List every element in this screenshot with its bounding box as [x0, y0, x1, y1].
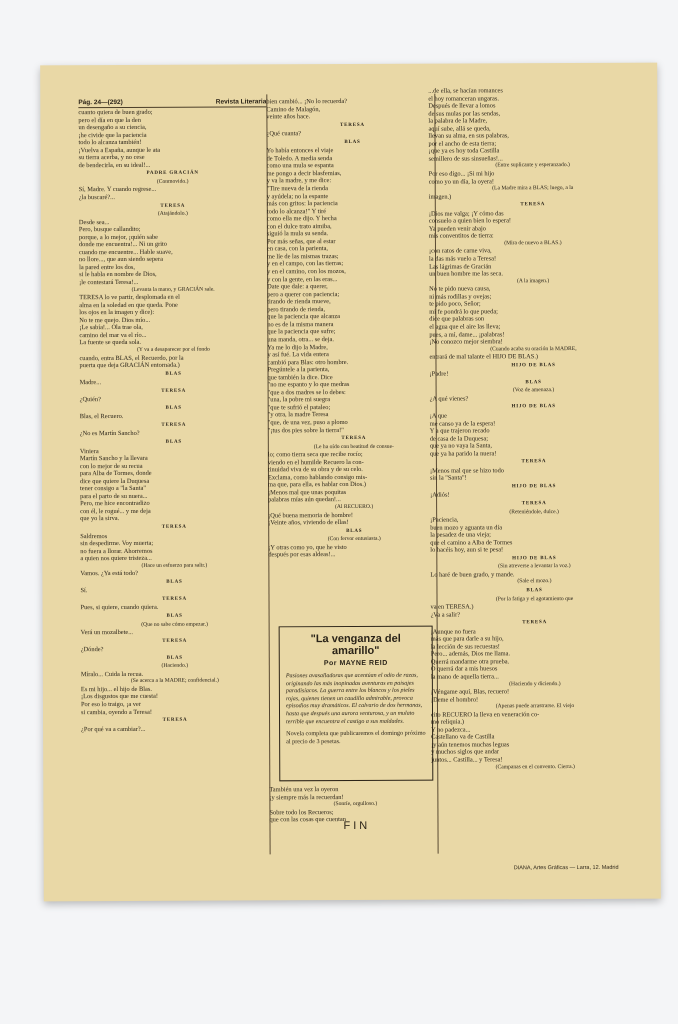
end-mark: FIN — [343, 819, 371, 833]
verse-line: ¡Menos mal que unas poquitas — [268, 488, 347, 497]
text-column-right — [428, 87, 639, 772]
verse-line: "¡tus dos pies sobre la tierra!" — [267, 426, 344, 434]
text-column-left — [78, 108, 269, 733]
verse-line: entrará de mal talante el HIJO DE BLAS.) — [429, 353, 539, 361]
stage-direction: (Con fervor entusiasta.) — [327, 536, 381, 543]
verse-line: la palabra de la Madre, — [428, 117, 488, 125]
verse-line: me pongo a decir blasfemias, — [266, 169, 342, 178]
verse-line: cuanto quiera de buen grado; — [78, 108, 153, 117]
stage-direction: (Sonríe, orgulloso.) — [333, 800, 378, 808]
verse-line: Vamos. ¿Ya está todo? — [80, 570, 138, 578]
verse-line: el hoy romanceran ungaras. — [428, 94, 499, 103]
verse-line: No te me quejo. Dios mío... — [79, 316, 151, 324]
verse-line: una manda, otra... se deja. — [267, 336, 334, 344]
verse-line: un desengaño a su ciencia, — [78, 123, 147, 132]
verse-line: y muchos siglos que andar — [431, 748, 500, 757]
stage-direction: (Cuando acaba su oración la MADRE, — [490, 345, 577, 352]
verse-line: Pues, si quiere, cuando quiera. — [80, 604, 159, 612]
verse-line: viendo en el humilde Recuero la con- — [267, 458, 364, 467]
verse-line: Ya pueden venir abajo — [428, 225, 486, 233]
speaker-name: BLAS — [346, 528, 363, 534]
stage-direction: (Voz de amenaza.) — [512, 387, 555, 394]
speaker-name: BLAS — [166, 613, 183, 619]
verse-line: puerta que deja GRACIÁN entornada.) — [79, 361, 180, 370]
verse-line: va en TERESA.) — [430, 603, 474, 611]
verse-line: sin despedirme. Voy muerta; — [80, 539, 154, 548]
verse-line: Míralo... Cuida la recua. — [80, 670, 144, 679]
verse-line: la pared entre los dos, — [79, 263, 135, 272]
verse-line: en casa, con la parienta, — [266, 245, 329, 253]
verse-line: la lección de sus recuestas! — [430, 643, 500, 651]
verse-line: ¡Deme el hombro! — [430, 696, 479, 704]
verse-line: todo lo alcanza!" Y tiré — [266, 207, 327, 216]
verse-line: mis conventitos de tierra: — [428, 232, 494, 241]
verse-line: ¡Los disgustos que me cuesta! — [80, 693, 158, 701]
verse-line: Madre... — [79, 379, 102, 387]
verse-line: Castellano va de Castilla — [431, 733, 495, 742]
stage-direction: (Le ha oído con beatitud de consue- — [313, 443, 394, 450]
verse-line: lo; como tierra seca que recibe rocío; — [267, 451, 363, 459]
speaker-name: TERESA — [162, 638, 188, 644]
verse-line: Ya me lo dijo la Madre, — [267, 343, 328, 351]
verse-line: Por eso digo... ¡Si mi hijo — [428, 170, 495, 178]
verse-line: Por más señas, que al estar — [266, 237, 336, 246]
stage-direction: (Levanta la mano, y GRACIÁN sale. — [131, 286, 215, 293]
verse-line: donde me encuentra!... Ni un grito — [78, 241, 168, 249]
verse-line: alma en la soledad en que queda. Pone — [79, 301, 178, 309]
verse-line: y con la gente, en las eras... — [267, 275, 338, 283]
ad-byline: Por MAYNE REID — [323, 659, 388, 668]
verse-line: lo hacéis hoy, aun si te pesa! — [430, 546, 504, 554]
stage-direction: (Por la fatiga y el agotamiento que — [495, 595, 574, 602]
verse-line: y ayúdela; no la espante — [266, 192, 329, 200]
verse-line: ¡le contestará Teresa!... — [79, 278, 139, 287]
verse-line: Viniera — [79, 447, 99, 455]
verse-line: los ojos en la imagen y dice): — [79, 309, 155, 317]
verse-line: "que a dos madres se lo debes: — [267, 388, 346, 397]
verse-line: ¡Qué buena memoria de hombre! — [268, 511, 353, 519]
journal-title: Revista Literaria — [215, 98, 267, 106]
stage-direction: (Sale el mozo.) — [517, 578, 552, 585]
verse-line: ¿Va a salir? — [430, 611, 461, 619]
verse-line: Exclama, como hablando consigo mis- — [267, 473, 368, 482]
verse-line: un buen hombre me las seca. — [429, 270, 503, 278]
verse-line: no fuera a llorar. Ahorremos — [80, 547, 153, 555]
verse-line: "una, la pobre mi suegra — [267, 396, 331, 404]
verse-line: y va la madre, y me dice: — [266, 177, 332, 185]
verse-line: Martín Sancho y la llevara — [79, 454, 148, 463]
verse-line: y en el camino, con los mozos, — [267, 268, 346, 276]
verse-line: ¡Adiós! — [430, 492, 450, 500]
verse-line: Verá un mozalbete... — [80, 629, 134, 637]
speaker-name: TERESA — [522, 620, 548, 626]
verse-line: su tierra acerba, y no cese — [78, 154, 145, 162]
verse-line: no llore..., que aun siendo sepera — [79, 256, 163, 264]
verse-line: pero el día en que la den — [78, 116, 141, 124]
verse-line: llevan su alma, en sus palabras, — [428, 132, 509, 140]
text-column-middle-continued — [269, 786, 441, 824]
verse-line: veinte años hace. — [266, 113, 311, 121]
verse-line: O querrá dar a mis huesos — [430, 665, 498, 674]
verse-line: Saldremos — [80, 532, 108, 540]
verse-line: más con gritos: la paciencia — [266, 200, 338, 208]
verse-line: ¡he civide que la paciencia — [78, 131, 147, 139]
speaker-name: BLAS — [166, 655, 183, 661]
verse-line: sin la "Santa"! — [429, 474, 467, 482]
verse-line: ma que, para ella, es hablar con Dios.) — [267, 481, 366, 489]
verse-line: ¡Vuelva a España, aunque le ata — [78, 146, 161, 154]
verse-line: Blas, el Recuero. — [79, 413, 124, 421]
verse-line: cuando me encuentre... Hable suave, — [78, 248, 173, 257]
verse-line: camino del mar va el río... — [79, 331, 147, 340]
verse-line: ¡Le sabía!... Ola trae ola, — [79, 324, 143, 332]
verse-line: como una mula se espanta — [266, 162, 334, 170]
stage-direction: (Al RECUERO.) — [334, 503, 374, 511]
verse-line: después por esas aldeas!... — [268, 551, 336, 559]
verse-line: de bendecirla, en su ideal!... — [78, 161, 151, 170]
speaker-name: TERESA — [341, 435, 367, 442]
verse-line: ¡A que — [429, 412, 447, 420]
verse-line: con lo mejor de su recua — [79, 462, 143, 470]
stage-direction: (Sin atreverse a levantar la voz.) — [498, 563, 571, 570]
verse-line: ¡con ratos de carne viva, — [428, 247, 492, 256]
verse-line: pues, a mí, dame... ¡palabras! — [429, 330, 505, 339]
stage-direction: (Se acerca a la MADRE; confidencial.) — [130, 677, 219, 685]
verse-line: ¿Por qué va a cambiar?... — [81, 725, 146, 733]
verse-line: ¿Quién? — [79, 396, 101, 404]
verse-line: que la paciencia que sufre; — [267, 328, 336, 336]
speaker-name: TERESA — [162, 596, 187, 602]
verse-line: dice que quiere la Duquesa — [79, 477, 150, 485]
verse-line: ¿Qué cuanta? — [266, 130, 302, 138]
stage-direction: (Hace un esfuerzo para salir.) — [141, 562, 208, 569]
verse-line: ¡y siempre más la recuerdan! — [269, 793, 344, 801]
speaker-name: BLAS — [165, 405, 182, 411]
verse-line: ¿No es Martín Sancho? — [79, 430, 140, 438]
verse-line: por el ancho de esta tierra; — [428, 140, 497, 148]
verse-line: Pregúntele a la parienta, — [267, 366, 330, 374]
verse-line: aquí sube, allá se queda, — [428, 125, 491, 133]
verse-line: mi fe pondrá lo que pueda; — [429, 308, 498, 316]
verse-line: la das más vuelo a Teresa! — [429, 255, 497, 263]
verse-line: todo lo alcanza también! — [78, 139, 142, 147]
verse-line: Date que dale: a querer, — [267, 283, 328, 291]
verse-line: ¡Paciencia, — [430, 516, 459, 524]
verse-line: y en el campo, con las tierras; — [267, 260, 344, 268]
verse-line: dice que palabras son — [429, 315, 485, 324]
verse-line: TERESA lo ve partir, desplomada en el — [79, 293, 180, 302]
verse-line: de sus mulas por las sendas, — [428, 109, 501, 118]
verse-line: palabras mías aún quedan!... — [268, 496, 341, 504]
speaker-name: BLAS — [525, 379, 542, 386]
verse-line: Pero... además, Dios me llama. — [430, 650, 511, 659]
verse-line: que ya ha parido la nuera! — [429, 450, 497, 458]
verse-line: La fuente se queda sola. — [79, 339, 141, 347]
verse-line: Pero, busque callandito; — [78, 226, 141, 234]
stage-direction: (A la imagen.) — [517, 277, 550, 284]
verse-line: como ella me dijo. Y hecha — [266, 215, 337, 223]
verse-line: cuando, entra BLAS, el Recuerdo, por la — [79, 354, 184, 362]
speaker-name: TERESA — [521, 459, 547, 465]
verse-line: Y a que trajeron recado — [429, 427, 490, 435]
verse-line: Desde sea... — [78, 218, 110, 226]
verse-line: juntos... Castilla... y Teresa! — [431, 756, 503, 764]
verse-line: Las lágrimas de Gracián — [429, 262, 492, 271]
verse-line: Querrá mandarme otra prueba. — [430, 658, 510, 666]
printer-imprint: DIANA, Artes Gráficas — Larra, 12. Madrid — [513, 864, 619, 872]
verse-line: no es de la misma manera — [267, 320, 334, 329]
stage-direction: (Conmovido.) — [156, 178, 189, 185]
speaker-name: PADRE GRACIÁN — [146, 171, 199, 177]
verse-line: ¡Padre! — [429, 370, 449, 378]
verse-line: de Toledo. A media senda — [266, 154, 333, 163]
verse-line: Y no padezca... — [431, 726, 471, 734]
verse-line: siguió la mula su senda. — [266, 230, 329, 238]
ad-footer: Novela completa que publicaremos el domingo próximo al precio de 3 pesetas. — [286, 729, 426, 746]
stage-direction: (Apenas puede arrastrarse. El viejo — [495, 703, 575, 710]
verse-line: con el dulce trato aimiba, — [266, 222, 332, 231]
verse-line: tirando de rienda mueve, — [267, 298, 331, 306]
speaker-name: TERESA — [520, 202, 546, 208]
verse-line: que ya no vaya la Santa, — [429, 442, 492, 450]
speaker-name: HIJO DE BLAS — [511, 362, 556, 368]
speaker-name: TERESA — [161, 422, 187, 428]
verse-line: consuelo a quien bien lo espera! — [428, 217, 512, 225]
verse-line: más que para darle a su hijo, — [430, 635, 504, 643]
verse-line: Sí, Madre. Y cuando regrese... — [78, 186, 157, 194]
stage-direction: (Entre suplicante y esperanzado.) — [495, 162, 570, 169]
stage-direction: (Reteniéndole, dulce.) — [509, 508, 559, 515]
verse-line: para Alba de Tormes, donde — [79, 470, 152, 478]
verse-line: ni más rodillas y ovejas; — [429, 293, 492, 301]
verse-line: si cambia, oyendo a Teresa! — [80, 708, 152, 716]
verse-line: ¿la buscaré?... — [78, 194, 115, 202]
speaker-name: HIJO DE BLAS — [511, 404, 556, 410]
verse-line: a quien nos quiere tristeza... — [80, 555, 152, 563]
speaker-name: HIJO DE BLAS — [512, 555, 557, 562]
speaker-name: HIJO DE BLAS — [511, 483, 557, 490]
verse-line: "que, de una vez, puso a plomo — [267, 418, 348, 427]
verse-line: No te pido nueva causa, — [429, 285, 491, 293]
stage-direction: (Haciendo.) — [161, 662, 189, 670]
verse-line: que yo la sirva. — [80, 515, 120, 523]
verse-line: Después de llevar a lomos — [428, 102, 496, 110]
speaker-name: TERESA — [161, 388, 187, 394]
verse-line: Yo había entonces el viaje — [266, 147, 334, 155]
verse-line: con él, le rogué... y me deja — [80, 507, 151, 516]
verse-line: "y otra, la madre Teresa — [267, 411, 329, 419]
verse-line: el agua que el aire las lleva; — [429, 323, 501, 331]
verse-line: También una vez la oyeron — [269, 786, 339, 794]
verse-line: "que te sufrió el pataleo; — [267, 403, 331, 412]
verse-line: te pido poco, Señor; — [429, 300, 481, 308]
stage-direction: (Haciendo y diciendo.) — [509, 680, 561, 687]
speaker-name: BLAS — [165, 371, 182, 377]
verse-line: la mano de aquella tierra... — [430, 673, 499, 681]
speaker-name: TERESA — [162, 717, 188, 723]
verse-line: para el parto de su nuera... — [80, 492, 148, 500]
verse-line: Pero, me hice encontradizo — [80, 500, 150, 508]
verse-line: ...de ella, se hacían romances — [428, 87, 503, 95]
stage-direction: (Que no sabe cómo empezar.) — [141, 621, 208, 628]
speaker-name: BLAS — [165, 439, 182, 445]
verse-line: bien cambió... ¡No lo recuerda? — [266, 98, 348, 106]
speaker-name: TERESA — [521, 501, 547, 507]
ad-body: Pasiones avasalladoras que acentúan el odio de razas, originando las más inopinadas aventuras en paisajes paradisíacos. La guerra entre los blancos y los pieles rojas, quienes tienen un caudillo admirable, provoca episodios muy dramáticos. El calvario de dos hermanas, hasta que después una aurora venturosa, y un mulato terrible que encuentra el castigo a sus maldades. — [285, 672, 423, 725]
verse-line: que la paciencia que alcanza — [267, 313, 341, 321]
verse-line: Camino de Malagón, — [266, 105, 321, 113]
verse-line: mo reliquia.) — [431, 718, 465, 726]
stage-direction: (Mira de nuevo a BLAS.) — [504, 240, 562, 247]
verse-line: que también la dice. Dice — [267, 373, 333, 382]
verse-line: ¡y aún tenemos muchas leguas — [431, 741, 510, 749]
verse-line: buen mozo y aguanta un día — [430, 523, 503, 532]
magazine-page — [40, 63, 661, 902]
verse-line: porque, a lo mejor, ¡quién sabe — [78, 233, 159, 241]
ad-title: "La venganza del amarillo" — [310, 632, 401, 658]
verse-line: "no me espanto y lo que medras — [267, 381, 350, 389]
speaker-name: TERESA — [340, 122, 365, 128]
verse-line: ¡Véngame aquí, Blas, recuero! — [430, 688, 510, 696]
speaker-name: BLAS — [526, 588, 543, 594]
speaker-name: TERESA — [160, 203, 186, 209]
verse-line: ¡que ya es hoy toda Castilla — [428, 147, 500, 156]
speaker-name: TERESA — [161, 524, 187, 530]
verse-line: tinuidad viva de su obra y de su celo. — [267, 466, 363, 474]
verse-line: ¡Y otras como yo, que he visto — [268, 543, 347, 552]
verse-line: Sobre todo los Recueros; — [269, 808, 334, 816]
verse-line: cito RECUERO la lleva en veneración co- — [431, 710, 540, 719]
verse-line: Por eso lo traigo, ¡a ver — [80, 700, 141, 709]
verse-line: que el camino a Alba de Tormes — [430, 539, 513, 547]
verse-line: me canso ya de la espera! — [429, 419, 496, 428]
verse-line: ¿Dónde? — [80, 646, 104, 654]
verse-line: "Tire nueva de la rienda — [266, 185, 329, 193]
verse-line: pero tirando de rienda, — [267, 305, 326, 314]
stage-direction: (Y va a desaparecer por el fondo — [137, 346, 210, 353]
verse-line: ¡Dios me valga; ¡Y cómo das — [428, 210, 504, 218]
verse-line: Es mi hijo... el hijo de Blas. — [80, 685, 152, 694]
stage-direction: (Campanas en el convento. Cierra.) — [495, 763, 575, 770]
speaker-name: BLAS — [344, 139, 361, 145]
verse-line: Sí. — [80, 587, 88, 595]
verse-line: pero a querer con paciencia; — [267, 290, 340, 299]
verse-line: ¿A qué vienes? — [429, 395, 469, 403]
novel-advertisement — [279, 626, 434, 782]
text-column-middle — [266, 98, 440, 560]
verse-line: tener consigo a "la Santa" — [80, 485, 146, 493]
verse-line: semillero de sus sinsueñas!... — [428, 155, 503, 163]
verse-line: como yo un día, la oyera! — [428, 177, 495, 186]
verse-line: imagen.) — [428, 193, 452, 201]
verse-line: ¡Veinte años, viviendo de ellas! — [268, 519, 349, 527]
page-header — [78, 98, 266, 108]
stage-direction: (La Madre mira a BLAS; luego, a la — [492, 185, 574, 192]
verse-line: ¡Menos mal que se hizo todo — [429, 467, 504, 475]
verse-line: de casa de la Duquesa; — [429, 435, 489, 443]
stage-direction: (Atajándolo.) — [157, 210, 188, 217]
verse-line: cambió para Blas: otro hombre. — [267, 358, 349, 366]
page-number: Pág. 24—(292) — [78, 98, 123, 107]
verse-line: me líe de las mismas trazas; — [267, 252, 339, 261]
verse-line: la pesadez de una vieja; — [430, 531, 491, 539]
speaker-name: BLAS — [166, 579, 183, 585]
verse-line: y así fué. La vida entera — [267, 351, 329, 359]
verse-line: ¡No conozco mejor siembra! — [429, 338, 503, 346]
verse-line: Lo haré de buen grado, y mande. — [430, 571, 515, 579]
verse-line: si le habla en nombre de Dios, — [79, 271, 157, 279]
verse-line: que con las cosas que cuentan — [269, 816, 346, 824]
verse-line: ¡Aunque no fuera — [430, 628, 476, 636]
